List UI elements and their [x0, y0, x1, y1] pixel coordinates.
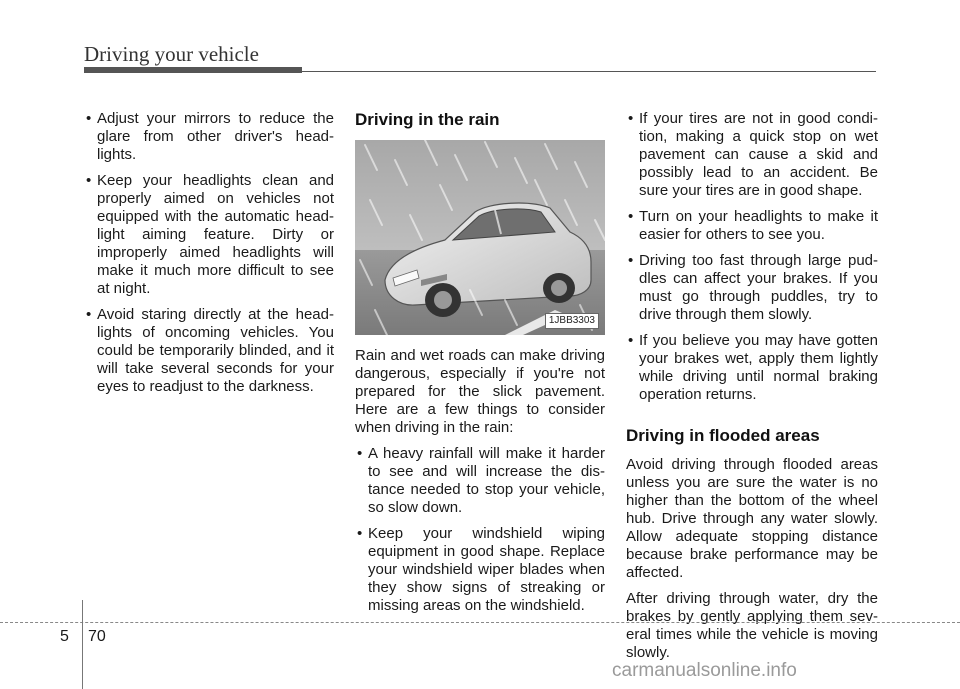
bullet-item: • Turn on your headlights to make it easier for others to see you. [626, 208, 878, 244]
flood-paragraph-1: Avoid driving through flooded areas unless you are sure the water is no higher than the bottom of the wheel hub. Drive through any water slowly. Allow adequate stopping distance because brake performance may be affected. [626, 456, 878, 581]
figure-code-label: 1JBB3303 [545, 313, 599, 329]
flood-paragraph-2: After driving through water, dry the brakes by gently applying them sev-eral times while the vehicle is moving slowly. [626, 590, 878, 661]
page-header-title: Driving your vehicle [84, 42, 259, 66]
page-number: 70 [88, 628, 106, 645]
section-number: 5 [60, 628, 69, 645]
car-in-rain-image [355, 140, 605, 335]
header-rule [302, 71, 876, 72]
footer-rule [0, 622, 960, 623]
watermark-text: carmanualsonline.info [612, 660, 797, 681]
header-bar [84, 67, 302, 73]
bullet-item: • A heavy rainfall will make it harder to see and will increase the dis-tance needed to stop your vehicle, so slow down. [355, 445, 605, 517]
bullet-item: • Avoid staring directly at the head-lights of oncoming vehicles. You could be temporarily blinded, and it will take several seconds for your eyes to readjust to the darkness. [84, 306, 334, 396]
section-heading-flooded: Driving in flooded areas [626, 426, 820, 445]
column-left [84, 110, 334, 404]
mirror-headlight-tips [84, 110, 334, 396]
bullet-item: • Keep your windshield wiping equipment in good shape. Replace your windshield wiper blades when they show signs of streaking or missing areas on the windshield. [355, 525, 605, 615]
bullet-item: • If you believe you may have gotten your brakes wet, apply them lightly while driving until normal braking operation returns. [626, 332, 878, 404]
rain-tips-continued [626, 110, 878, 404]
section-heading-rain: Driving in the rain [355, 110, 500, 129]
column-middle [355, 110, 605, 623]
bullet-item: • If your tires are not in good condi-tion, making a quick stop on wet pavement can cause a skid and possibly lead to an accident. Be sure your tires are in good shape. [626, 110, 878, 200]
bullet-item: • Keep your headlights clean and properly aimed on vehicles not equipped with the automatic head-light aiming feature. Dirty or improperly aimed headlights will make it much more difficult to see at night. [84, 172, 334, 298]
rain-car-illustration [355, 140, 605, 335]
rain-intro-paragraph: Rain and wet roads can make driving dangerous, especially if you're not prepared for the slick pavement. Here are a few things to consider when driving in the rain: [355, 347, 605, 436]
column-right [626, 110, 878, 670]
rain-tips [355, 445, 605, 615]
bullet-item: • Adjust your mirrors to reduce the glare from other driver's head-lights. [84, 110, 334, 164]
bullet-item: • Driving too fast through large pud-dles can affect your brakes. If you must go through puddles, try to drive through them slowly. [626, 252, 878, 324]
footer-divider [82, 600, 83, 689]
